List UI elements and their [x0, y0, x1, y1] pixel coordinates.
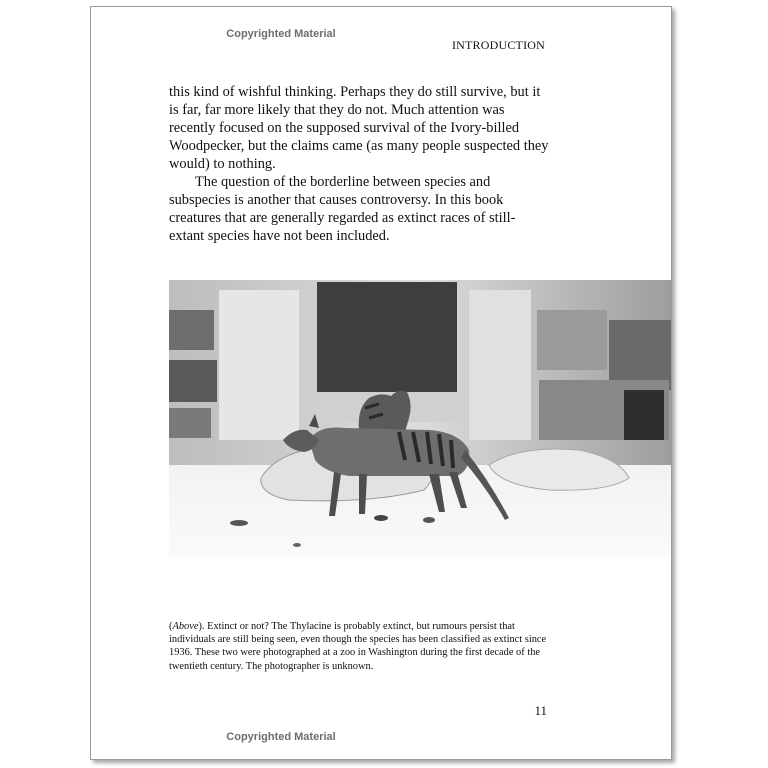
caption-lead: Above	[172, 621, 199, 632]
caption-text: ). Extinct or not? The Thylacine is probably extinct, but rumours persist that individuals are still being seen, even though the species has been classified as extinct since 1936. These two were photographed at a zoo in Washington during the first decade of the twentieth century. The photographer is unknown.	[169, 621, 547, 672]
copyright-watermark-top: Copyrighted Material	[226, 28, 336, 40]
photo-caption: (Above). Extinct or not? The Thylacine is probably extinct, but rumours persist that individuals are still being seen, even though the species has been classified as extinct since 1936. These two were photographed at a zoo in Washington during the first decade of the twentieth century. The photographer is unknown.	[169, 621, 547, 672]
running-head: INTRODUCTION	[451, 38, 545, 52]
body-text	[169, 83, 549, 245]
copyright-watermark-bottom: Copyrighted Material	[226, 731, 336, 743]
body-paragraph: The question of the borderline between species and subspecies is another that causes controversy. In this book creatures that are generally regarded as extinct races of still-extant species have not been included.	[169, 174, 516, 244]
thylacine-photo-illustration	[169, 280, 671, 557]
body-paragraph: this kind of wishful thinking. Perhaps they do still survive, but it is far, far more likely that they do not. Much attention was recently focused on the supposed survival of the Ivory-billed Woodpecker, but the claims came (as many people suspected they would) to nothing.	[169, 84, 549, 172]
book-page	[90, 6, 672, 760]
thylacine-photo	[169, 280, 671, 557]
page-number: 11	[534, 703, 547, 718]
